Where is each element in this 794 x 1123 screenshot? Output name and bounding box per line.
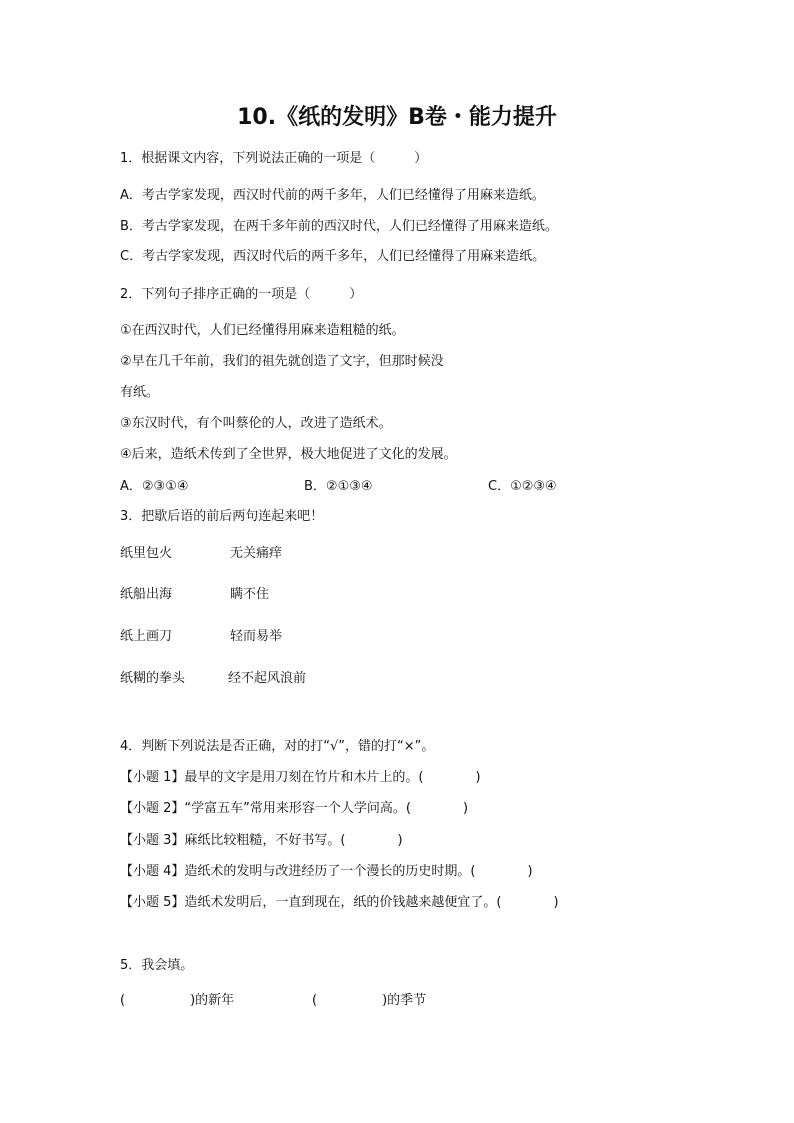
q3-stem: 3．把歇后语的前后两句连起来吧！: [120, 509, 324, 524]
page-title: 10.《纸的发明》B卷・能力提升: [237, 105, 557, 130]
q3-left-3: 纸上画刀: [120, 629, 173, 644]
q2-sentence-1: ①在西汉时代，人们已经懂得用麻来造粗糙的纸。: [120, 323, 405, 338]
q3-left-4: 纸糊的拳头: [120, 671, 186, 686]
q5-stem: 5．我会填。: [120, 958, 194, 973]
q3-right-4: 经不起风浪前: [228, 671, 307, 686]
q2-sentence-3: ③东汉时代，有个叫蔡伦的人，改进了造纸术。: [120, 416, 392, 431]
q1-option-b: B．考古学家发现，在两千多年前的西汉时代，人们已经懂得了用麻来造纸。: [120, 219, 558, 234]
q1-option-c: C．考古学家发现，西汉时代后的两千多年，人们已经懂得了用麻来造纸。: [120, 249, 546, 264]
q4-item-1: 【小题 1】最早的文字是用刀刻在竹片和木片上的。( ): [120, 770, 481, 785]
q3-right-1: 无关痛痒: [230, 546, 283, 561]
q4-stem: 4．判断下列说法是否正确，对的打“√”，错的打“×”。: [120, 739, 435, 754]
q4-item-5: 【小题 5】造纸术发明后，一直到现在，纸的价钱越来越便宜了。( ): [120, 895, 559, 910]
q2-option-c: C．①②③④: [488, 479, 557, 494]
q3-left-2: 纸船出海: [120, 587, 173, 602]
q2-option-b: B．②①③④: [304, 479, 373, 494]
q3-right-2: 瞒不住: [230, 587, 270, 602]
q2-stem: 2．下列句子排序正确的一项是（ ）: [120, 287, 363, 302]
q5-blank-1: ( )的新年: [120, 993, 235, 1008]
q1-option-a: A．考古学家发现，西汉时代前的两千多年，人们已经懂得了用麻来造纸。: [120, 188, 545, 203]
q3-left-1: 纸里包火: [120, 546, 173, 561]
q4-item-3: 【小题 3】麻纸比较粗糙，不好书写。( ): [120, 833, 403, 848]
q3-right-3: 轻而易举: [230, 629, 283, 644]
q1-stem: 1．根据课文内容，下列说法正确的一项是（ ）: [120, 151, 428, 166]
q4-item-2: 【小题 2】“学富五车”常用来形容一个人学问高。( ): [120, 801, 469, 816]
q5-blank-2: ( )的季节: [312, 993, 427, 1008]
q4-item-4: 【小题 4】造纸术的发明与改进经历了一个漫长的历史时期。( ): [120, 864, 533, 879]
q2-sentence-4: ④后来，造纸术传到了全世界，极大地促进了文化的发展。: [120, 447, 457, 462]
q2-option-a: A．②③①④: [120, 479, 189, 494]
q2-sentence-2-cont: 有纸。: [120, 385, 160, 400]
q2-sentence-2: ②早在几千年前，我们的祖先就创造了文字，但那时候没: [120, 354, 444, 369]
